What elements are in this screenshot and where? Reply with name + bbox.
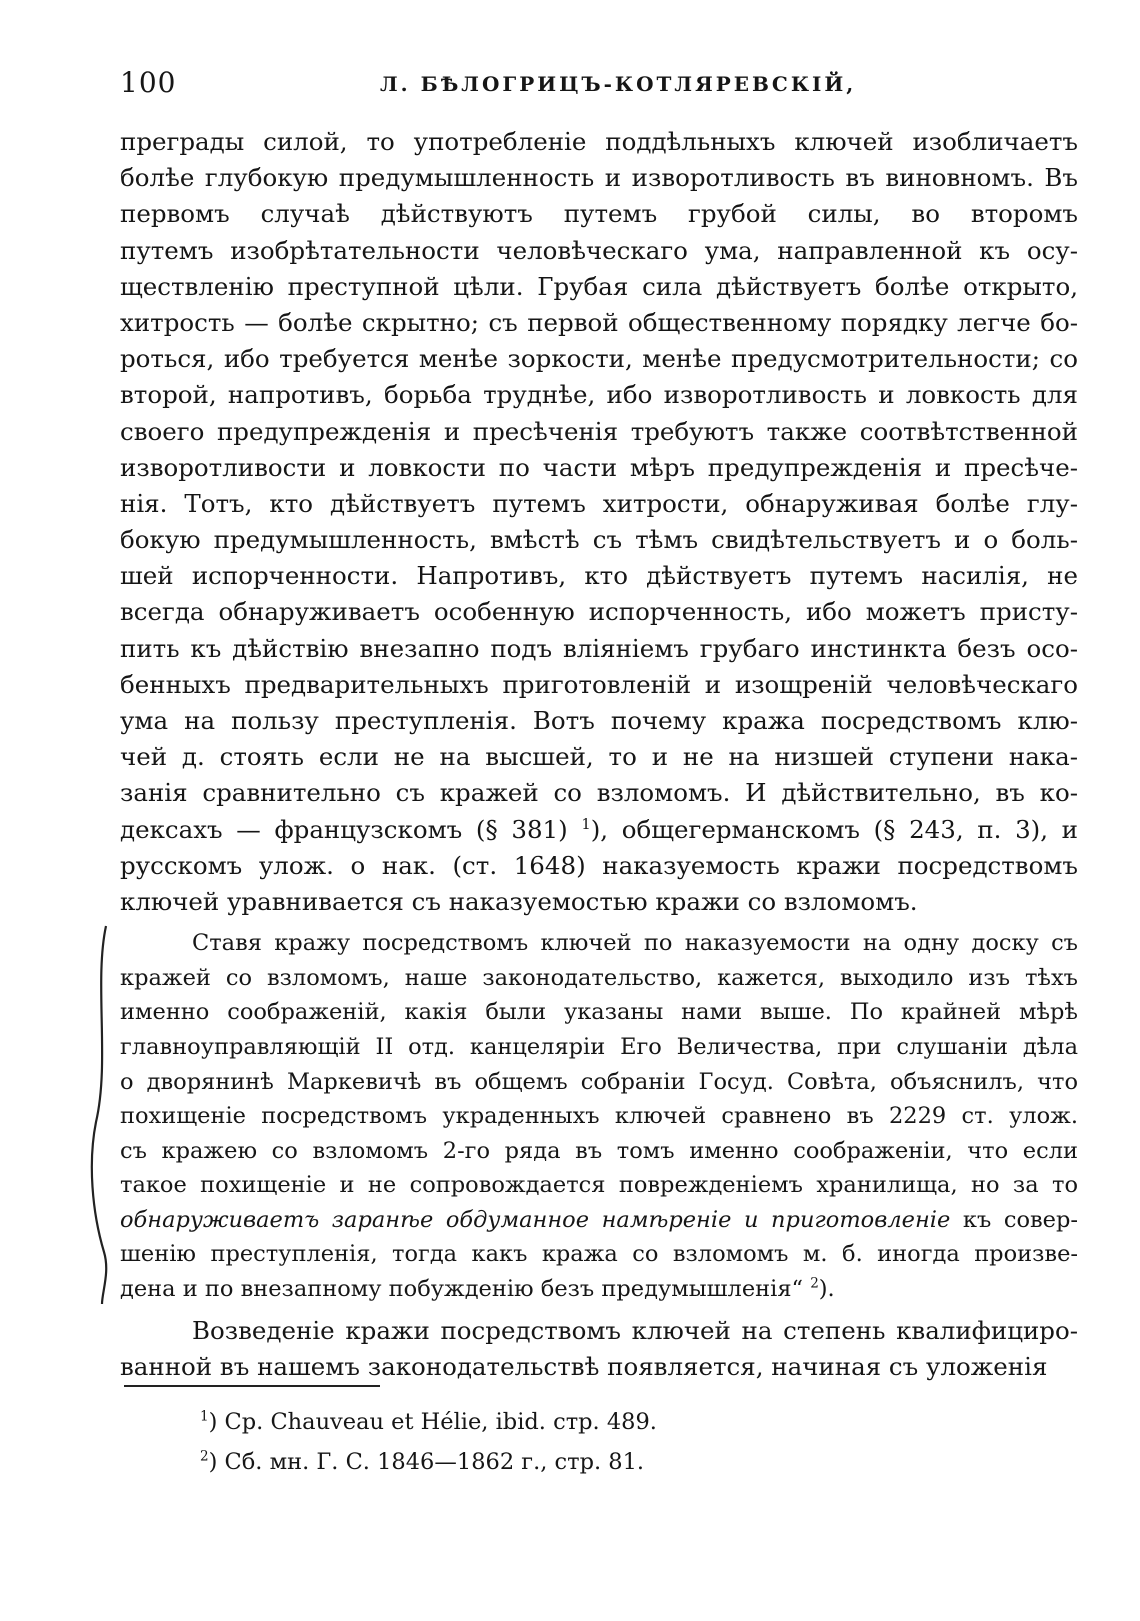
text-line: именно соображеній, какія были указаны нами выше. По крайней мѣрѣ (120, 999, 1078, 1026)
text-line: пить къ дѣйствію внезапно подъ вліяніемъ грубаго инстинкта безъ осо- (120, 633, 1078, 663)
page-number: 100 (120, 66, 177, 99)
text-line: второй, напротивъ, борьба труднѣе, ибо изворотливость и ловкость для (120, 380, 1078, 410)
paragraph-3 (120, 1313, 1078, 1385)
text-line: ума на пользу преступленія. Вотъ почему кража посредствомъ клю- (120, 706, 1078, 735)
text-line: преграды силой, то употребленіе поддѣльныхъ ключей изобличаетъ (120, 127, 1078, 156)
text-line (120, 1203, 1078, 1238)
footnote-ref-1: 1 (581, 815, 591, 833)
text-run: дена и по внезапному побужденію безъ предумышленія“ (120, 1276, 811, 1303)
footnote-2 (200, 1442, 900, 1482)
footnote-ref-2: 2 (810, 1275, 819, 1292)
italic-text: обнаруживаетъ заранѣе обдуманное намѣреніе и приготовленіе (120, 1206, 951, 1233)
text-line: своего предупрежденія и пресѣченія требуютъ также соотвѣтственной (120, 416, 1078, 446)
text-line: ключей уравнивается съ наказуемостью кражи со взломомъ. (120, 886, 918, 916)
margin-brace-mark (80, 922, 120, 1307)
text-line: изворотливости и ловкости по части мѣръ предупрежденія и пресѣче- (120, 452, 1078, 482)
running-head: Л. БѢЛОГРИЦЪ-КОТЛЯРЕВСКІЙ, (380, 72, 857, 96)
text-line: такое похищеніе и не сопровождается поврежденіемъ хранилища, но за то (120, 1172, 1078, 1199)
text-line: шей испорченности. Напротивъ, кто дѣйствуетъ путемъ насилія, не (120, 561, 1078, 591)
text-line: всегда обнаруживаетъ особенную испорченность, ибо можетъ присту- (120, 597, 1078, 627)
text-line: кражей со взломомъ, наше законодательство, кажется, выходило изъ тѣхъ (120, 964, 1078, 991)
footnote-divider (124, 1385, 380, 1387)
text-line: главноуправляющій II отд. канцеляріи Его Величества, при слушаніи дѣла (120, 1033, 1078, 1060)
footnote-text: ) Ср. Chauveau et Hélie, ibid. стр. 489. (208, 1409, 657, 1435)
footnotes (200, 1402, 900, 1482)
text-line: русскомъ улож. о нак. (ст. 1648) наказуемость кражи посредствомъ (120, 850, 1078, 880)
text-line: хитрость — болѣе скрытно; съ первой общественному порядку легче бо- (120, 307, 1078, 337)
text-line: бокую предумышленность, вмѣстѣ съ тѣмъ свидѣтельствуетъ и о боль- (120, 525, 1078, 555)
brace-stroke (92, 926, 106, 1304)
text-run: дексахъ — французскомъ (§ 381) (120, 814, 582, 844)
text-line: Возведеніе кражи посредствомъ ключей на степень квалифициро- (192, 1315, 1078, 1345)
footnote-1 (200, 1402, 900, 1442)
body-text (120, 124, 1078, 1385)
text-line: чей д. стоять если не на высшей, то и не на низшей ступени нака- (120, 742, 1078, 772)
footnote-marker: 1 (200, 1408, 209, 1425)
text-line (120, 1272, 1078, 1307)
text-line: нія. Тотъ, кто дѣйствуетъ путемъ хитрости, обнаруживая болѣе глу- (120, 488, 1078, 518)
text-line: болѣе глубокую предумышленность и изворотливость въ виновномъ. Въ (120, 163, 1078, 193)
text-line: ванной въ нашемъ законодательствѣ появляется, начиная съ уложенія (120, 1351, 1048, 1381)
paragraph-2-quote (120, 926, 1078, 1307)
text-line: занія сравнительно съ кражей со взломомъ. И дѣйствительно, въ ко- (120, 778, 1078, 808)
text-line: путемъ изобрѣтательности человѣческаго ума, направленной къ осу- (120, 235, 1078, 265)
page-header (120, 66, 1078, 106)
text-line: похищеніе посредствомъ украденныхъ ключей сравнено въ 2229 ст. улож. (120, 1103, 1078, 1130)
text-line: съ кражею со взломомъ 2-го ряда въ томъ именно соображеніи, что если (120, 1137, 1078, 1164)
text-line: о дворянинѣ Маркевичѣ въ общемъ собраніи Госуд. Совѣта, объяснилъ, что (120, 1068, 1078, 1095)
footnote-marker: 2 (200, 1448, 209, 1465)
text-line: роться, ибо требуется менѣе зоркости, менѣе предусмотрительности; со (120, 344, 1078, 374)
text-line: первомъ случаѣ дѣйствуютъ путемъ грубой силы, во второмъ (120, 199, 1078, 229)
footnote-text: ) Сб. мн. Г. С. 1846—1862 г., стр. 81. (208, 1449, 645, 1475)
text-line: шенію преступленія, тогда какъ кража со взломомъ м. б. иногда произве- (120, 1241, 1078, 1268)
text-run: ). (818, 1276, 835, 1303)
text-line: Ставя кражу посредствомъ ключей по наказуемости на одну доску съ (192, 930, 1078, 957)
text-line: ществленію преступной цѣли. Грубая сила дѣйствуетъ болѣе открыто, (120, 271, 1078, 301)
paragraph-1 (120, 124, 1078, 920)
text-run: ), общегерманскомъ (§ 243, п. 3), и (590, 814, 1078, 844)
text-run: къ совер- (950, 1206, 1078, 1233)
text-line: бенныхъ предварительныхъ приготовленій и изощреній человѣческаго (120, 669, 1078, 699)
text-line (120, 812, 1078, 848)
